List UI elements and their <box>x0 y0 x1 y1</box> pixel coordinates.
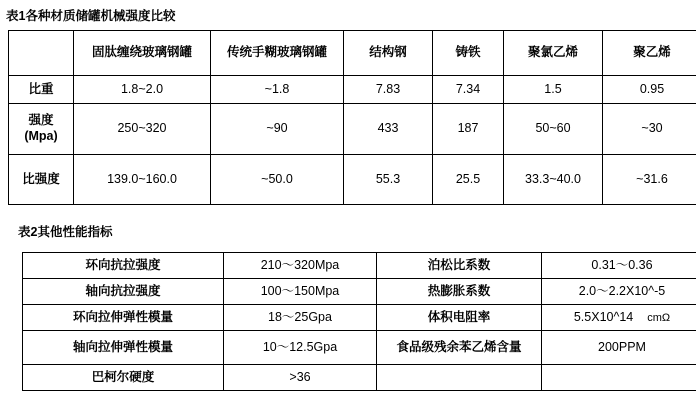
table-row <box>23 305 696 331</box>
cell-value: 139.0~160.0 <box>74 155 211 205</box>
row-label-barcol-hardness: 巴柯尔硬度 <box>23 365 224 391</box>
cell-value: 187 <box>433 104 504 155</box>
cell-value: 1.8~2.0 <box>74 76 211 104</box>
header-cell-structural-steel: 结构钢 <box>344 31 433 76</box>
row-label-hoop-tensile-strength: 环向抗拉强度 <box>23 253 224 279</box>
cell-value: 1.5 <box>504 76 603 104</box>
table-header-row <box>9 31 696 76</box>
cell-value: 200PPM <box>542 331 696 365</box>
cell-value: 0.95 <box>603 76 696 104</box>
header-cell-cast-iron: 铸铁 <box>433 31 504 76</box>
table-row <box>23 365 696 391</box>
header-cell-corner <box>9 31 74 76</box>
cell-value: ~50.0 <box>211 155 344 205</box>
table-row <box>9 76 696 104</box>
row-label-residual-styrene: 食品级残余苯乙烯含量 <box>377 331 542 365</box>
cell-value: 7.83 <box>344 76 433 104</box>
row-label-poisson-ratio: 泊松比系数 <box>377 253 542 279</box>
row-label-specific-gravity: 比重 <box>9 76 74 104</box>
cell-value: ~1.8 <box>211 76 344 104</box>
row-label-thermal-expansion: 热膨胀系数 <box>377 279 542 305</box>
table-row <box>23 279 696 305</box>
row-label-strength-text: 强度 <box>28 113 54 128</box>
cell-empty <box>542 365 696 391</box>
cell-value: 50~60 <box>504 104 603 155</box>
cell-value: 250~320 <box>74 104 211 155</box>
row-label-axial-modulus: 轴向拉伸弹性模量 <box>23 331 224 365</box>
cell-value: 33.3~40.0 <box>504 155 603 205</box>
table1-caption: 表1各种材质储罐机械强度比较 <box>6 9 176 23</box>
cell-value: 2.0〜2.2X10^-5 <box>542 279 696 305</box>
cell-value: 5.5X10^14 <box>573 310 634 325</box>
cell-value: 0.31〜0.36 <box>542 253 696 279</box>
cell-value: ~90 <box>211 104 344 155</box>
header-cell-frp-handlayup: 传统手糊玻璃钢罐 <box>211 31 344 76</box>
row-label-specific-strength: 比强度 <box>9 155 74 205</box>
cell-value: 100〜150Mpa <box>224 279 377 305</box>
cell-value: 18〜25Gpa <box>224 305 377 331</box>
table-row <box>23 253 696 279</box>
cell-empty <box>377 365 542 391</box>
cell-value: 25.5 <box>433 155 504 205</box>
table-row <box>9 155 696 205</box>
cell-value: 433 <box>344 104 433 155</box>
cell-value-unit: cmΩ <box>647 312 671 325</box>
row-label-hoop-modulus: 环向拉伸弹性模量 <box>23 305 224 331</box>
header-cell-pe: 聚乙烯 <box>603 31 696 76</box>
cell-value-group <box>542 305 696 331</box>
row-label-strength <box>9 104 74 155</box>
table-row <box>9 104 696 155</box>
header-cell-frp-wound: 固肽缠绕玻璃钢罐 <box>74 31 211 76</box>
header-cell-pvc: 聚氯乙烯 <box>504 31 603 76</box>
cell-value: 55.3 <box>344 155 433 205</box>
cell-value: ~30 <box>603 104 696 155</box>
cell-value: >36 <box>224 365 377 391</box>
mechanical-strength-table <box>8 30 696 205</box>
cell-value: 210〜320Mpa <box>224 253 377 279</box>
cell-value: ~31.6 <box>603 155 696 205</box>
cell-value: 7.34 <box>433 76 504 104</box>
table-row <box>23 331 696 365</box>
row-label-strength-unit: (Mpa) <box>24 129 58 143</box>
row-label-volume-resistivity: 体积电阻率 <box>377 305 542 331</box>
row-label-axial-tensile-strength: 轴向抗拉强度 <box>23 279 224 305</box>
cell-value: 10〜12.5Gpa <box>224 331 377 365</box>
other-performance-table <box>22 252 696 391</box>
table2-caption: 表2其他性能指标 <box>18 225 113 239</box>
